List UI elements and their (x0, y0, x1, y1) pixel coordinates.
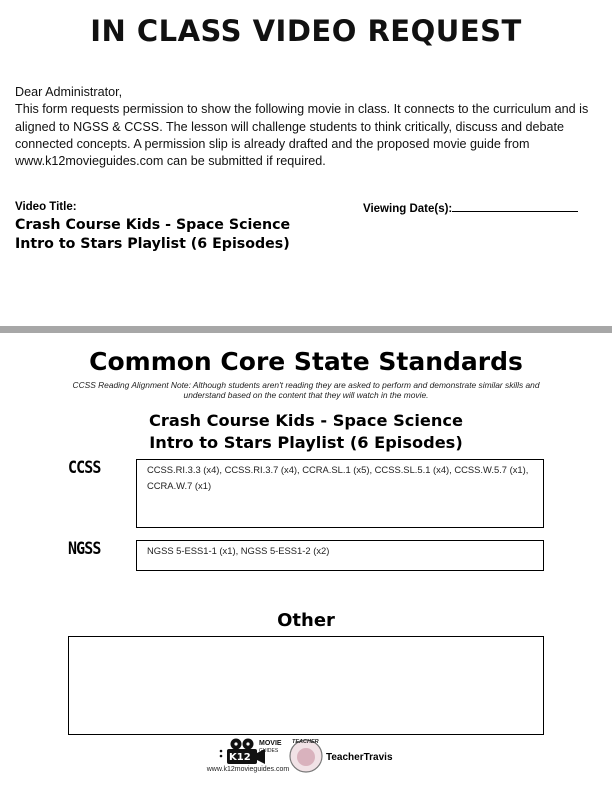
ccss-standards-text: CCSS.RI.3.3 (x4), CCSS.RI.3.7 (x4), CCRA.SL.1 (x5), CCSS.SL.5.1 (x4), CCSS.W.5.7 (x1), CCRA.W.7 (x1) (147, 464, 529, 491)
standards-video-title-line-1: Crash Course Kids - Space Science (149, 411, 463, 430)
request-letter (15, 84, 600, 170)
teacher-logo-text: TEACHER (292, 739, 319, 745)
ccss-alignment-note: CCSS Reading Alignment Note: Although students aren't reading they are asked to perform and demonstrate similar skills and understand based on the content that they will watch in the movie. (72, 380, 540, 401)
k12-url[interactable]: www.k12movieguides.com (206, 766, 290, 773)
viewing-dates-label: Viewing Date(s): (363, 203, 453, 215)
ccss-box[interactable] (136, 459, 544, 528)
ngss-standards-text: NGSS 5-ESS1-1 (x1), NGSS 5-ESS1-2 (x2) (147, 545, 330, 556)
other-text (69, 637, 543, 639)
letter-salutation: Dear Administrator, (15, 85, 123, 99)
other-heading: Other (277, 610, 335, 631)
ngss-box[interactable] (136, 540, 544, 571)
page-title: IN CLASS VIDEO REQUEST (90, 14, 522, 48)
viewing-dates-field[interactable] (363, 201, 578, 215)
k12-logo-text: K12 (229, 752, 251, 763)
video-title-line-1: Crash Course Kids - Space Science (15, 217, 291, 233)
teacher-travis-name: TeacherTravis (326, 752, 393, 763)
video-title-line-2: Intro to Stars Playlist (6 Episodes) (15, 236, 290, 252)
standards-video-title-line-2: Intro to Stars Playlist (6 Episodes) (149, 432, 463, 452)
standards-heading: Common Core State Standards (89, 347, 523, 376)
video-title-label: Video Title: (15, 201, 77, 213)
other-box[interactable] (68, 636, 544, 735)
section-divider (0, 326, 612, 333)
viewing-dates-input-line[interactable] (452, 201, 578, 212)
video-title (15, 216, 355, 254)
letter-body: This form requests permission to show the following movie in class. It connects to the curriculum and is aligned to NGSS & CCSS. The lesson will challenge students to think critically, discuss and debate connected concepts. A permission slip is already drafted and the proposed movie guide from www.k12movieguides.com can be submitted if required. (15, 102, 589, 169)
k12-logo-movie: MOVIE (259, 740, 282, 747)
ccss-label: CCSS (68, 458, 101, 478)
k12-logo-guides: GUIDES (259, 748, 279, 754)
teacher-travis-logo (288, 738, 324, 774)
standards-video-title (80, 410, 532, 453)
ngss-label: NGSS (68, 539, 101, 559)
